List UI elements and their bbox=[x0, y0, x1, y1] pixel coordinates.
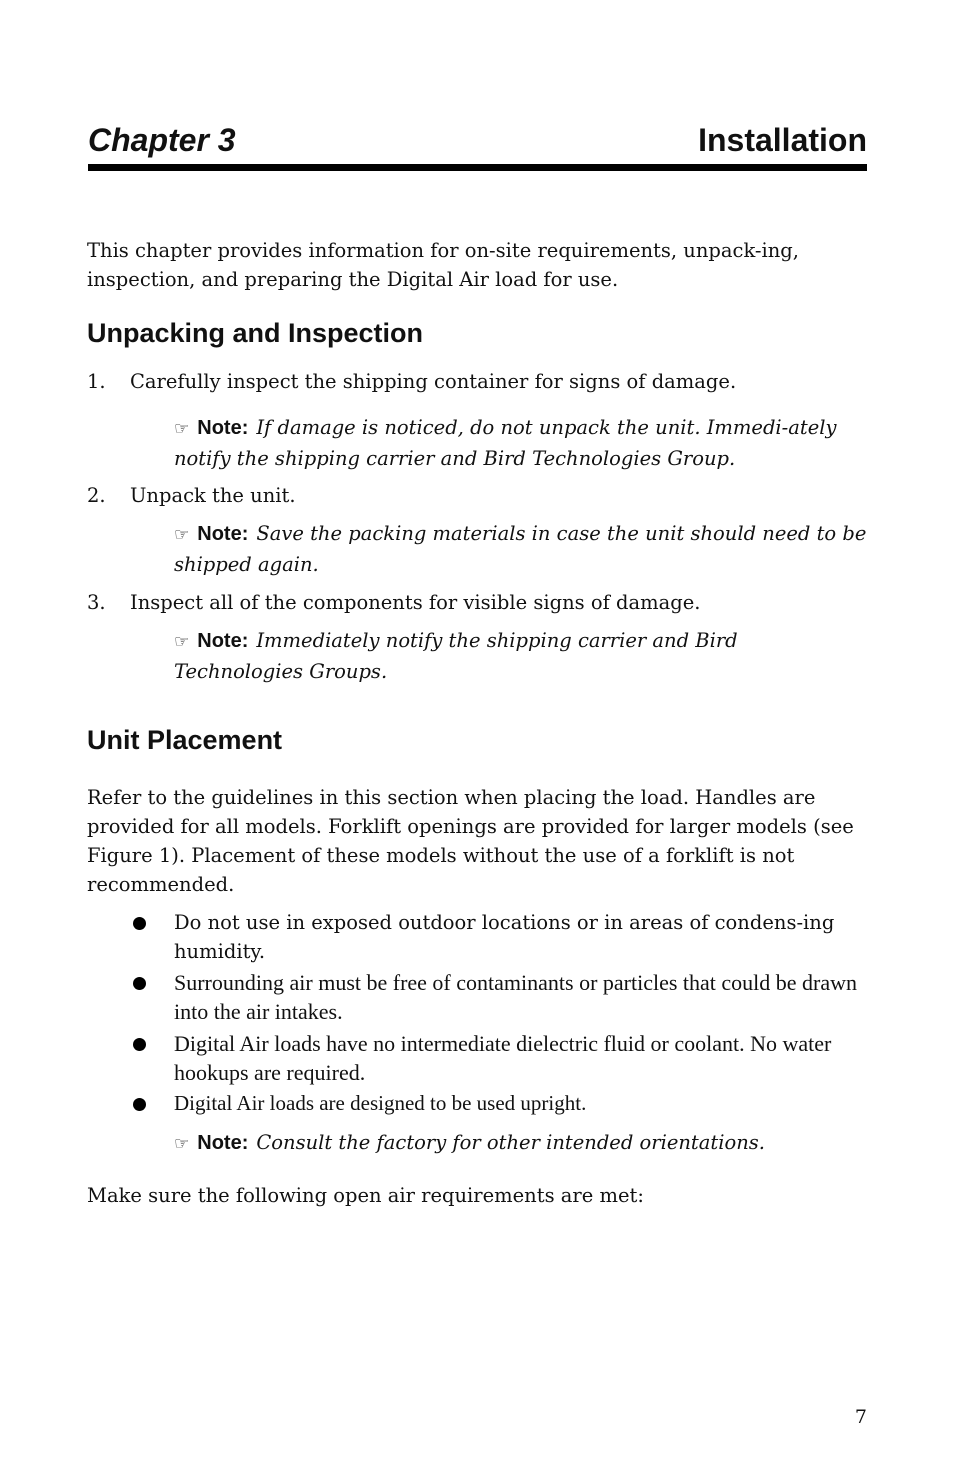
placement-paragraph: Refer to the guidelines in this section when placing the load. Handles are provided for all models. Forklift openings are provided for larger models (see Figure 1). Placement of these models without the use of a forklift is not recommended. bbox=[87, 786, 854, 896]
note bbox=[174, 1128, 868, 1159]
closing-paragraph: Make sure the following open air requirements are met: bbox=[87, 1184, 644, 1207]
note bbox=[174, 413, 868, 473]
step-number: 3. bbox=[87, 591, 106, 614]
chapter-header bbox=[88, 118, 867, 162]
pointing-hand-icon: ☞ bbox=[174, 1134, 190, 1154]
note-label: Note: bbox=[197, 523, 249, 545]
note bbox=[174, 626, 868, 686]
step-number: 2. bbox=[87, 484, 106, 507]
page-number: 7 bbox=[854, 1406, 867, 1428]
note-label: Note: bbox=[197, 630, 249, 652]
section-heading-unpacking: Unpacking and Inspection bbox=[87, 318, 424, 348]
note-text: Save the packing materials in case the unit should need to be shipped again. bbox=[174, 522, 867, 576]
note-text: Immediately notify the shipping carrier and Bird Technologies Groups. bbox=[174, 629, 738, 683]
chapter-label: Chapter 3 bbox=[88, 122, 236, 158]
note-label: Note: bbox=[197, 417, 249, 439]
step-text: Carefully inspect the shipping container for signs of damage. bbox=[130, 370, 737, 393]
note bbox=[174, 519, 868, 579]
bullet-icon bbox=[133, 1038, 146, 1051]
note-label: Note: bbox=[197, 1132, 249, 1154]
pointing-hand-icon: ☞ bbox=[174, 419, 190, 439]
bullet-text: Digital Air loads have no intermediate dielectric fluid or coolant. No water hookups are required. bbox=[174, 1031, 832, 1085]
header-rule bbox=[88, 164, 867, 171]
bullet-text: Do not use in exposed outdoor locations or in areas of condens-ing humidity. bbox=[174, 911, 835, 963]
section-heading-placement: Unit Placement bbox=[87, 725, 283, 755]
intro-paragraph: This chapter provides information for on-site requirements, unpack-ing, inspection, and preparing the Digital Air load for use. bbox=[87, 239, 799, 291]
step-number: 1. bbox=[87, 370, 106, 393]
note-text: If damage is noticed, do not unpack the unit. Immedi-ately notify the shipping carrier and Bird Technologies Group. bbox=[174, 416, 837, 470]
bullet-icon bbox=[133, 1098, 146, 1111]
note-text: Consult the factory for other intended orientations. bbox=[256, 1131, 765, 1154]
bullet-text: Surrounding air must be free of contaminants or particles that could be drawn into the air intakes. bbox=[174, 970, 858, 1024]
pointing-hand-icon: ☞ bbox=[174, 632, 190, 652]
step-text: Unpack the unit. bbox=[130, 484, 296, 507]
bullet-icon bbox=[133, 917, 146, 930]
step-text: Inspect all of the components for visible signs of damage. bbox=[130, 591, 701, 614]
pointing-hand-icon: ☞ bbox=[174, 525, 190, 545]
bullet-text: Digital Air loads are designed to be used upright. bbox=[174, 1091, 587, 1115]
bullet-icon bbox=[133, 977, 146, 990]
chapter-title: Installation bbox=[698, 122, 867, 158]
